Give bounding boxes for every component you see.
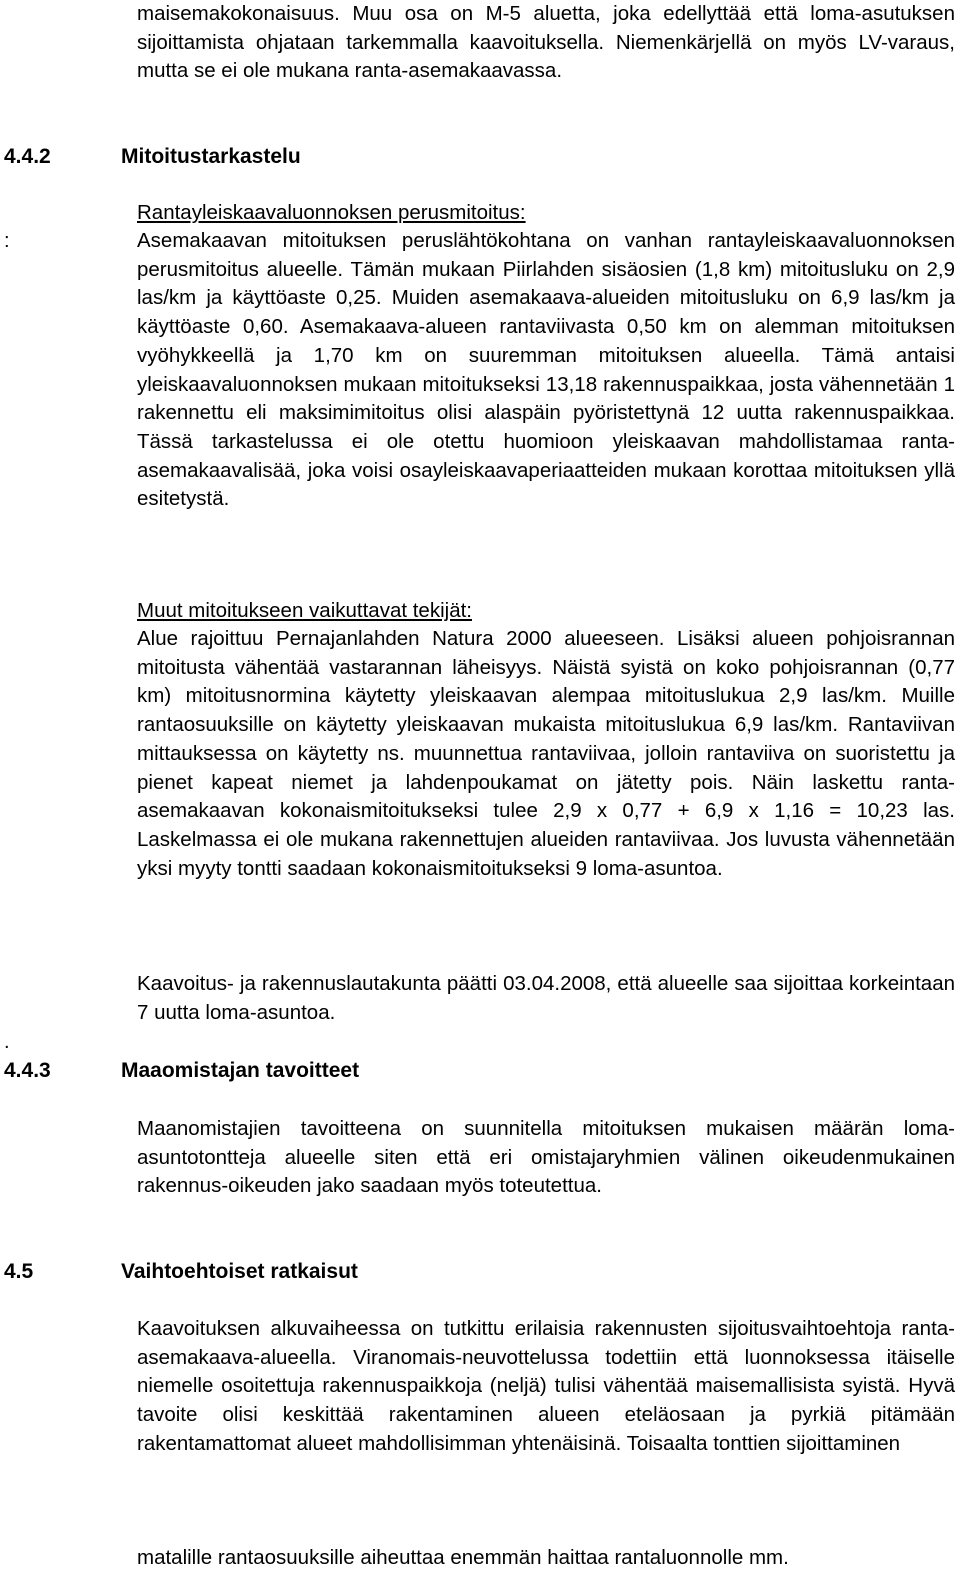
section-number-4-5: 4.5 xyxy=(4,1260,34,1283)
margin-dot-mark: . xyxy=(4,1031,10,1053)
section-number-4-4-3: 4.4.3 xyxy=(4,1059,51,1082)
continuation-line: matalille rantaosuuksille aiheuttaa enemmän haittaa rantaluonnolle mm. xyxy=(137,1546,789,1569)
section-title-maaomistajan-tavoitteet: Maaomistajan tavoitteet xyxy=(121,1059,360,1082)
margin-colon-mark: : xyxy=(4,230,10,252)
section-title-vaihtoehtoiset-ratkaisut: Vaihtoehtoiset ratkaisut xyxy=(121,1260,358,1283)
tavoitteet-paragraph: Maanomistajien tavoitteena on suunnitella mitoituksen mukaisen määrän loma-asuntotontteja alueelle siten että eri omistajaryhmien välinen oikeudenmukainen rakennus-oikeuden jako saadaan myös toteutettua. xyxy=(137,1117,955,1198)
subheading-muut-tekijat: Muut mitoitukseen vaikuttavat tekijät: xyxy=(137,599,472,622)
intro-paragraph: maisemakokonaisuus. Muu osa on M-5 aluetta, joka edellyttää että loma-asutuksen sijoittamista ohjataan tarkemmalla kaavoituksella. Niemenkärjellä on myös LV-varaus, mutta se ei ole mukana ranta-asemakaavassa. xyxy=(137,2,955,83)
subheading-perusmitoitus: Rantayleiskaavaluonnoksen perusmitoitus: xyxy=(137,201,526,224)
vaihtoehdot-paragraph: Kaavoituksen alkuvaiheessa on tutkittu erilaisia rakennusten sijoitusvaihtoehtoja ranta-asemakaava-alueella. Viranomais-neuvottelussa todettiin että luonnoksessa itäiselle niemelle osoitettuja rakennuspaikkoja (neljä) tulisi vähentää maisemallisista syistä. Hyvä tavoite olisi keskittää rakentaminen alueen eteläosaan ja pyrkiä pitämään rakentamattomat alueet mahdollisimman yhtenäisinä. Toisaalta tonttien sijoittaminen xyxy=(137,1317,955,1455)
decision-paragraph: Kaavoitus- ja rakennuslautakunta päätti 03.04.2008, että alueelle saa sijoittaa korkeintaan 7 uutta loma-asuntoa. xyxy=(137,972,955,1024)
section-number-4-4-2: 4.4.2 xyxy=(4,145,51,168)
perusmitoitus-paragraph: Asemakaavan mitoituksen peruslähtökohtana on vanhan rantayleiskaavaluonnoksen perusmitoitus alueelle. Tämän mukaan Piirlahden sisäosien (1,8 km) mitoitusluku on 2,9 las/km ja käyttöaste 0,25. Muiden asemakaava-alueiden mitoitusluku on 6,9 las/km ja käyttöaste 0,60. Asemakaava-alueen rantaviivasta 0,50 km on alemman mitoituksen vyöhykkeellä ja 1,70 km on suuremman mitoituksen alueella. Tämä antaisi yleiskaavaluonnoksen mukaan mitoitukseksi 13,18 rakennuspaikkaa, josta vähennetään 1 rakennettu eli maksimimitoitus olisi alaspäin pyöristettynä 12 uutta rakennuspaikkaa. Tässä tarkastelussa ei ole otettu huomioon yleiskaavan mahdollistamaa ranta-asemakaavalisää, joka voisi osayleiskaavaperiaatteiden mukaan korottaa mitoituksen yllä esitetystä. xyxy=(137,229,955,511)
section-title-mitoitustarkastelu: Mitoitustarkastelu xyxy=(121,145,301,168)
muut-tekijat-paragraph: Alue rajoittuu Pernajanlahden Natura 2000 alueeseen. Lisäksi alueen pohjoisrannan mitoitusta vähentää vastarannan läheisyys. Näistä syistä on koko pohjoisrannan (0,77 km) mitoitusnormina käytetty yleiskaavan alempaa mitoituslukua 2,9 las/km. Muille rantaosuuksille on käytetty yleiskaavan mukaista mitoituslukua 6,9 las/km. Rantaviivan mittauksessa on käytetty ns. muunnettua rantaviivaa, jolloin rantaviiva on suoristettu ja pienet kapeat niemet ja lahdenpoukamat on jätetty pois. Näin laskettu ranta-asemakaavan kokonaismitoitukseksi tulee 2,9 x 0,77 + 6,9 x 1,16 = 10,23 las. Laskelmassa ei ole mukana rakennettujen alueiden rantaviivaa. Jos luvusta vähennetään yksi myyty tontti saadaan kokonaismitoitukseksi 9 loma-asuntoa. xyxy=(137,627,955,880)
